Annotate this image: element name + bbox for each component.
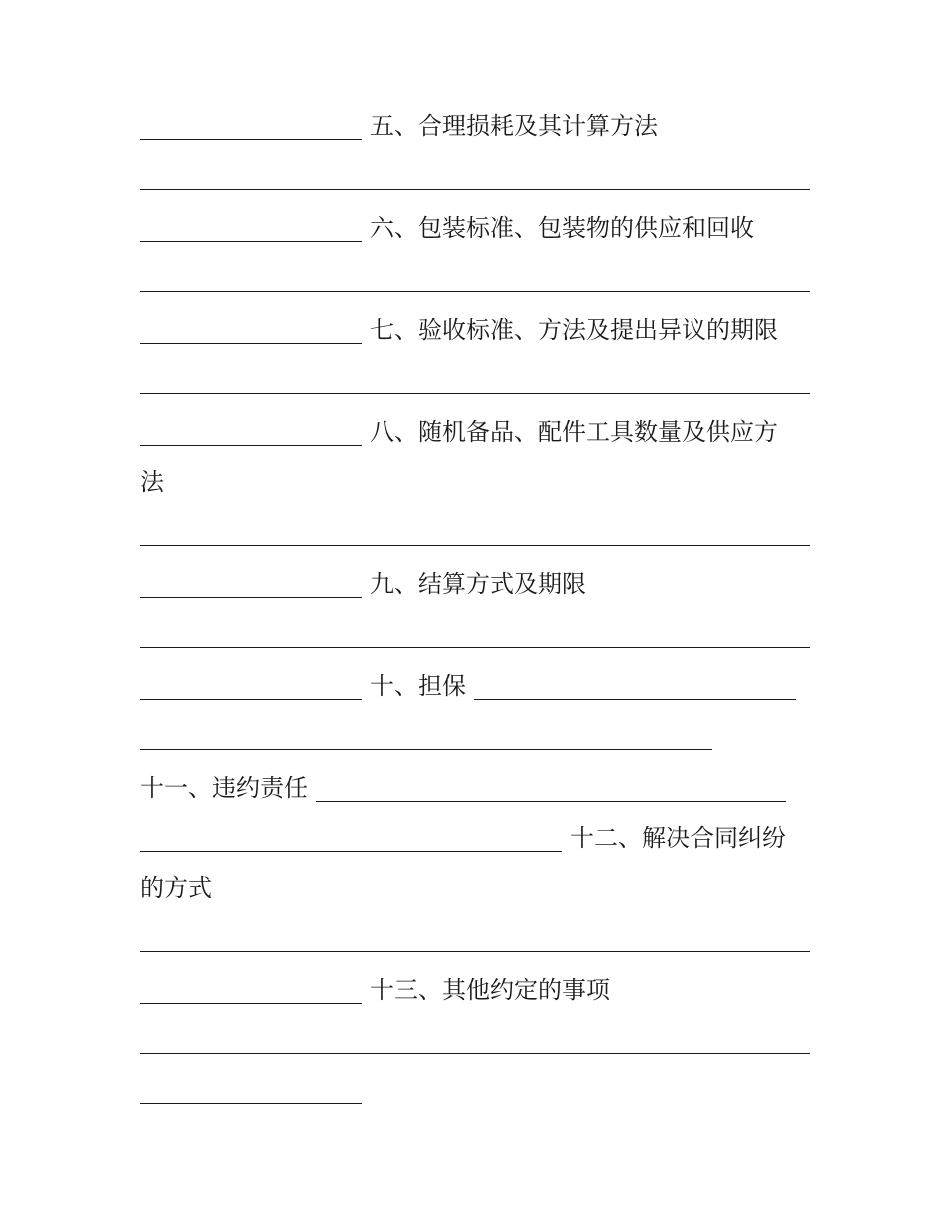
fill-blank[interactable] <box>140 596 362 598</box>
clause-13-heading: 十三、其他约定的事项 <box>370 976 610 1004</box>
blank-line-row <box>140 160 810 194</box>
clause-9-heading: 九、结算方式及期限 <box>370 570 586 598</box>
clause-12-heading: 十二、解决合同纠纷 <box>570 824 786 852</box>
blank-line-row <box>140 1074 370 1108</box>
fill-blank[interactable] <box>140 444 362 446</box>
clause-6-heading: 六、包装标准、包装物的供应和回收 <box>370 214 754 242</box>
blank-line-row <box>140 618 810 652</box>
fill-blank[interactable] <box>140 342 362 344</box>
clause-12-heading-cont: 的方式 <box>140 874 212 902</box>
blank-line-row <box>140 1024 810 1058</box>
blank-line-row <box>140 922 810 956</box>
fill-blank[interactable] <box>140 188 810 190</box>
fill-blank[interactable] <box>140 544 810 546</box>
fill-blank[interactable] <box>140 646 810 648</box>
fill-blank[interactable] <box>140 1102 362 1104</box>
blank-line-row <box>140 720 712 754</box>
clause-8-heading-cont: 法 <box>140 468 164 496</box>
fill-blank[interactable] <box>140 1052 810 1054</box>
clause-7-row <box>140 314 778 348</box>
clause-5-heading: 五、合理损耗及其计算方法 <box>370 112 658 140</box>
clause-13-row <box>140 974 610 1008</box>
clause-11-row <box>140 772 786 806</box>
clause-8-row <box>140 416 778 450</box>
fill-blank[interactable] <box>140 850 562 852</box>
clause-12-row <box>140 822 786 856</box>
clause-10-heading: 十、担保 <box>370 672 466 700</box>
fill-blank[interactable] <box>140 392 810 394</box>
clause-9-row <box>140 568 586 602</box>
fill-blank[interactable] <box>140 748 712 750</box>
blank-line-row <box>140 262 810 296</box>
fill-blank[interactable] <box>140 138 362 140</box>
clause-10-row <box>140 670 796 704</box>
clause-7-heading: 七、验收标准、方法及提出异议的期限 <box>370 316 778 344</box>
fill-blank[interactable] <box>140 290 810 292</box>
clause-8-continuation <box>140 466 164 500</box>
blank-line-row <box>140 516 810 550</box>
fill-blank[interactable] <box>140 698 362 700</box>
fill-blank[interactable] <box>140 950 810 952</box>
fill-blank[interactable] <box>316 800 786 802</box>
clause-8-heading: 八、随机备品、配件工具数量及供应方 <box>370 418 778 446</box>
fill-blank[interactable] <box>474 698 796 700</box>
fill-blank[interactable] <box>140 240 362 242</box>
clause-6-row <box>140 212 754 246</box>
clause-11-heading: 十一、违约责任 <box>140 774 308 802</box>
blank-line-row <box>140 364 810 398</box>
fill-blank[interactable] <box>140 1002 362 1004</box>
clause-12-continuation <box>140 872 212 906</box>
clause-5-row <box>140 110 658 144</box>
